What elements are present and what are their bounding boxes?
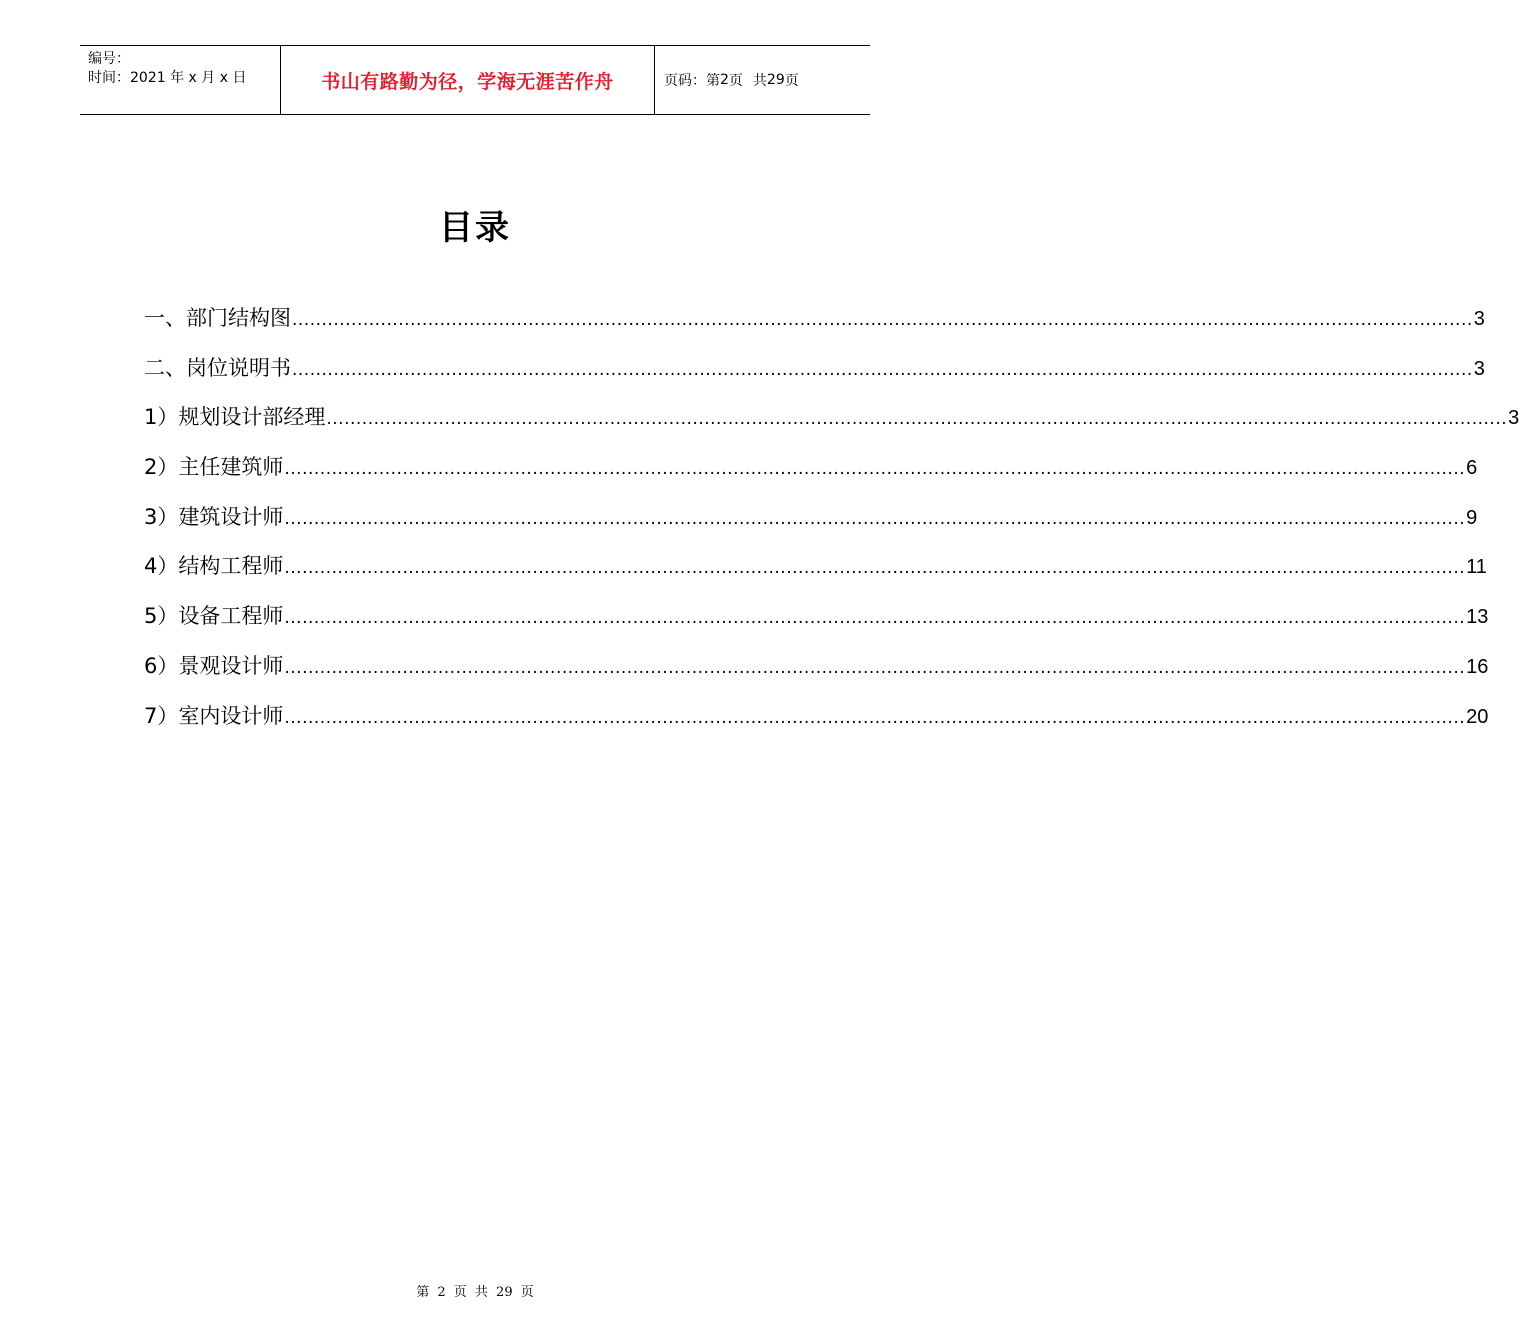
number-label: 编号： <box>88 51 130 67</box>
toc-entry-page: 3 <box>1473 357 1485 380</box>
toc-entry-label: 1）规划设计部经理 <box>144 405 326 430</box>
toc-entry-label: 4）结构工程师 <box>144 554 284 579</box>
toc-leader-dots: ........................................................................................................................................................................................................ <box>284 558 1466 579</box>
total-label: 共 <box>752 73 767 89</box>
toc-entry[interactable] <box>144 650 1489 700</box>
toc-entry-page: 9 <box>1466 506 1478 529</box>
toc-entry[interactable] <box>144 550 1487 600</box>
toc-entry-page: 13 <box>1466 606 1489 629</box>
toc-entry[interactable] <box>144 501 1478 551</box>
toc-leader-dots: ........................................................................................................................................................................................................ <box>284 459 1466 480</box>
header-meta <box>80 46 281 114</box>
toc-entry[interactable] <box>144 352 1485 402</box>
toc-entry-label: 二、岗位说明书 <box>144 355 291 380</box>
header-motto: 书山有路勤为径，学海无涯苦作舟 <box>281 46 655 114</box>
time-label: 时间：2021 年 x 月 x 日 <box>88 70 247 86</box>
toc-entry[interactable] <box>144 700 1489 750</box>
toc-entry-label: 3）建筑设计师 <box>144 504 284 529</box>
toc-leader-dots: ........................................................................................................................................................................................................ <box>292 359 1473 380</box>
toc-entry-label: 6）景观设计师 <box>144 653 284 678</box>
toc-leader-dots: ........................................................................................................................................................................................................ <box>292 310 1473 330</box>
toc-leader-dots: ........................................................................................................................................................................................................ <box>326 409 1508 430</box>
toc-entry-label: 5）设备工程师 <box>144 604 284 629</box>
toc-entry-page: 3 <box>1508 407 1519 430</box>
page-unit: 页 <box>728 73 743 89</box>
toc-entry-page: 16 <box>1466 655 1489 678</box>
table-of-contents <box>144 302 1519 749</box>
header-page-info <box>655 46 870 114</box>
toc-entry-label: 7）室内设计师 <box>144 703 284 728</box>
toc-entry[interactable] <box>144 302 1485 352</box>
page-header <box>80 45 870 115</box>
toc-entry[interactable] <box>144 401 1519 451</box>
page-label: 页码：第 <box>664 73 720 89</box>
toc-entry[interactable] <box>144 451 1478 501</box>
toc-leader-dots: ........................................................................................................................................................................................................ <box>284 508 1466 529</box>
toc-entry[interactable] <box>144 600 1489 650</box>
toc-entry-label: 一、部门结构图 <box>144 306 291 330</box>
total-unit: 页 <box>784 73 799 89</box>
toc-entry-page: 6 <box>1466 457 1478 480</box>
toc-leader-dots: ........................................................................................................................................................................................................ <box>284 657 1466 678</box>
page-footer: 第 2 页 共 29 页 <box>416 1285 534 1300</box>
page-number: 2 <box>720 72 729 88</box>
toc-leader-dots: ........................................................................................................................................................................................................ <box>284 608 1466 629</box>
toc-entry-page: 20 <box>1466 705 1489 728</box>
toc-entry-label: 2）主任建筑师 <box>144 455 284 480</box>
toc-entry-page: 11 <box>1466 556 1487 579</box>
total-number: 29 <box>766 72 785 88</box>
toc-leader-dots: ........................................................................................................................................................................................................ <box>284 707 1466 728</box>
toc-entry-page: 3 <box>1473 308 1485 330</box>
page-title: 目录 <box>439 208 511 248</box>
